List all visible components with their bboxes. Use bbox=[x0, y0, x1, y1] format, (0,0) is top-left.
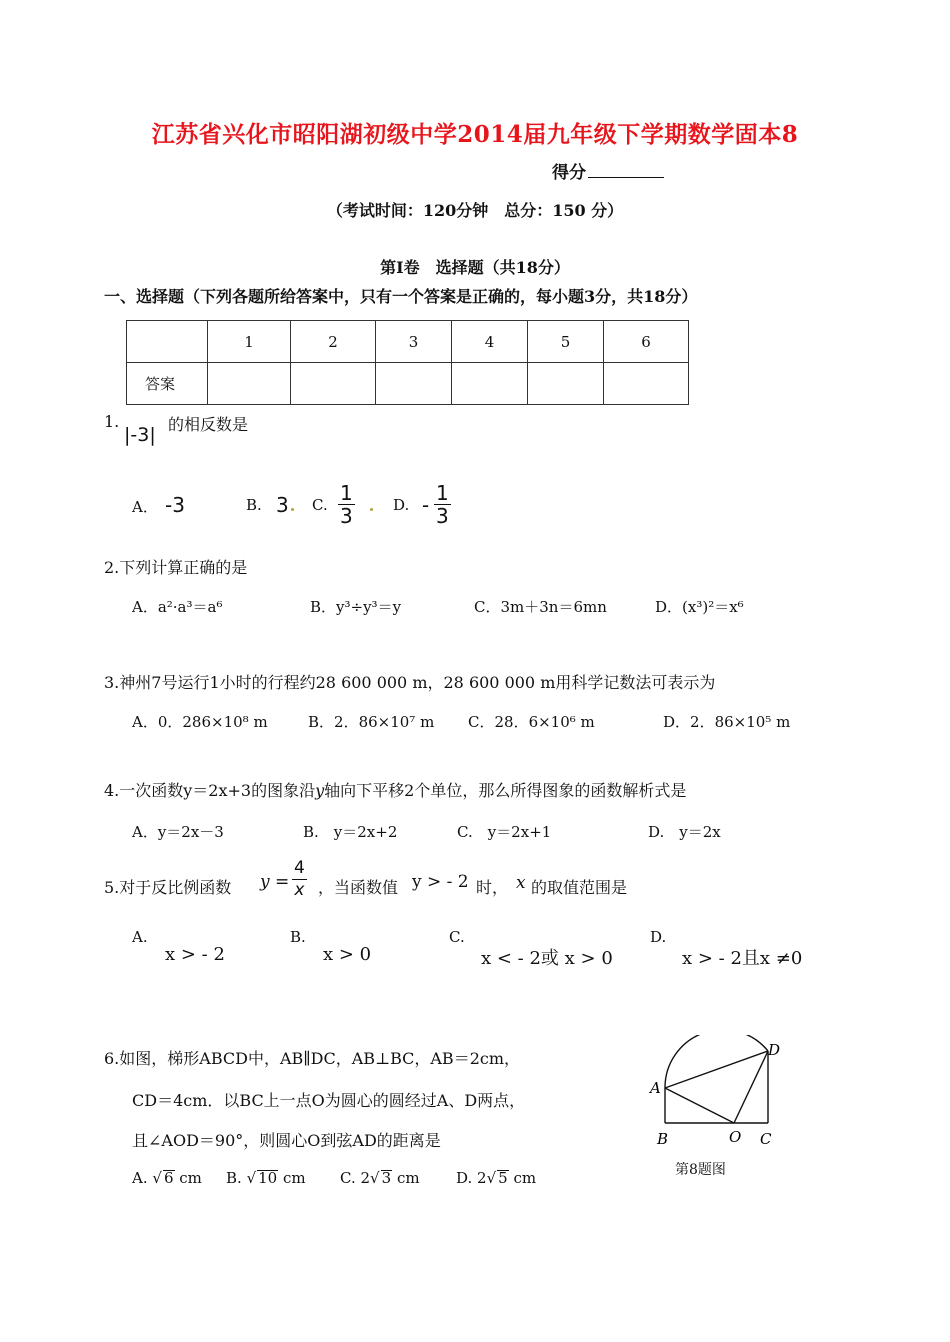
q5-option-b-label: B. bbox=[290, 928, 306, 946]
unit: cm bbox=[179, 1169, 202, 1187]
function-lhs: y = bbox=[260, 872, 290, 892]
option-label: D. bbox=[456, 1169, 473, 1187]
q5-function-fraction bbox=[292, 858, 307, 901]
option-label: B. bbox=[226, 1169, 242, 1187]
page-title: 江苏省兴化市昭阳湖初级中学2014届九年级下学期数学固本8 bbox=[151, 121, 799, 148]
q4-text-pre: 4.一次函数y＝2x+3的图象沿 bbox=[104, 781, 316, 800]
q1-option-c-label: C. bbox=[312, 496, 328, 514]
q1-option-b-label: B. bbox=[246, 496, 262, 514]
q4-option-b: B. y＝2x+2 bbox=[303, 823, 398, 841]
q5-text-pre: 5.对于反比例函数 bbox=[104, 878, 232, 897]
q5-text-mid: ，当函数值 bbox=[318, 878, 399, 897]
q1-option-a-label: A． bbox=[132, 498, 158, 516]
stray-mark bbox=[370, 508, 373, 511]
q3-option-a: A．0．286×10⁸ m bbox=[132, 713, 268, 731]
fraction-numerator: 1 bbox=[436, 481, 449, 505]
sqrt-sign: √ bbox=[152, 1169, 162, 1187]
q4-text bbox=[104, 778, 686, 801]
sqrt-radicand: 10 bbox=[258, 1169, 278, 1187]
table-cell: 2 bbox=[291, 321, 376, 363]
q1-option-d-label: D. bbox=[393, 496, 410, 514]
answer-table bbox=[126, 320, 689, 405]
score-field bbox=[552, 158, 664, 183]
q5-condition: y > - 2 bbox=[412, 872, 469, 892]
sqrt-radicand: 5 bbox=[498, 1169, 508, 1187]
fraction-denominator: 3 bbox=[436, 504, 449, 528]
table-cell bbox=[127, 321, 208, 363]
table-cell: 6 bbox=[604, 321, 689, 363]
q2-option-b: B．y³÷y³＝y bbox=[310, 598, 402, 616]
q1-option-b-value: 3 bbox=[276, 493, 289, 517]
q6-option-b bbox=[226, 1169, 306, 1187]
sqrt-coefficient: 2 bbox=[477, 1169, 487, 1187]
label-b: B bbox=[657, 1130, 669, 1148]
q2-option-d: D．(x³)²＝x⁶ bbox=[655, 598, 744, 616]
answer-table-answer-row bbox=[127, 363, 689, 405]
q1-option-d-sign: - bbox=[422, 493, 430, 517]
q1-number: 1. bbox=[104, 412, 120, 431]
q6-option-c bbox=[340, 1169, 420, 1187]
score-blank bbox=[588, 163, 664, 178]
q1-option-a-value: -3 bbox=[165, 493, 185, 517]
q5-text-mid2: 时， bbox=[476, 878, 509, 897]
fraction-numerator: 4 bbox=[294, 858, 305, 878]
q3-option-d: D．2．86×10⁵ m bbox=[663, 713, 791, 731]
q5-option-a-label: A. bbox=[132, 928, 148, 946]
unit: cm bbox=[283, 1169, 306, 1187]
answer-row-label: 答案 bbox=[127, 363, 208, 405]
q5-option-a-value: x > - 2 bbox=[165, 944, 225, 965]
q5-text-post: 的取值范围是 bbox=[531, 878, 628, 897]
q5-option-c-label: C. bbox=[449, 928, 465, 946]
option-label: A. bbox=[132, 1169, 148, 1187]
q3-text: 3.神州7号运行1小时的行程约28 600 000 m，28 600 000 m用科学记数法可表示为 bbox=[104, 673, 716, 692]
fraction-denominator: 3 bbox=[340, 504, 353, 528]
label-o: O bbox=[729, 1128, 742, 1146]
q1-text: 的相反数是 bbox=[168, 415, 249, 434]
unit: cm bbox=[396, 1169, 420, 1187]
sqrt-coefficient: 2 bbox=[360, 1169, 371, 1187]
label-d: D bbox=[768, 1041, 781, 1059]
table-cell: 1 bbox=[208, 321, 291, 363]
q5-var: x bbox=[516, 873, 526, 893]
q2-option-c: C．3m＋3n＝6mn bbox=[474, 598, 607, 616]
answer-cell[interactable] bbox=[604, 363, 689, 405]
q4-option-a: A．y＝2x－3 bbox=[132, 823, 224, 841]
q2-option-a: A．a²·a³＝a⁶ bbox=[132, 598, 223, 616]
section-title: 第Ⅰ卷 选择题（共18分） bbox=[380, 258, 570, 277]
fraction-denominator: x bbox=[294, 880, 305, 900]
q5-option-b-value: x > 0 bbox=[323, 944, 372, 965]
label-a: A bbox=[650, 1079, 661, 1097]
q5-function-lhs bbox=[260, 872, 289, 892]
answer-cell[interactable] bbox=[376, 363, 452, 405]
q4-text-post: 轴向下平移2个单位，那么所得图象的函数解析式是 bbox=[324, 781, 687, 800]
q4-option-d: D. y＝2x bbox=[648, 823, 721, 841]
trapezoid-figure bbox=[640, 1035, 790, 1155]
q1-expression: |-3| bbox=[124, 424, 156, 446]
q6-line-3: 且∠AOD＝90°，则圆心O到弦AD的距离是 bbox=[132, 1131, 441, 1150]
table-cell: 5 bbox=[528, 321, 604, 363]
q4-var: y bbox=[315, 781, 325, 800]
q2-text: 2.下列计算正确的是 bbox=[104, 558, 248, 577]
q6-line-1: 6.如图，梯形ABCD中，AB∥DC，AB⊥BC，AB＝2cm， bbox=[104, 1049, 521, 1068]
fraction-numerator: 1 bbox=[340, 481, 353, 505]
q6-option-d bbox=[456, 1169, 536, 1187]
sqrt-sign: √ bbox=[370, 1169, 380, 1187]
sqrt-sign: √ bbox=[246, 1169, 257, 1187]
circle-arc bbox=[665, 1035, 768, 1088]
segment-ao bbox=[665, 1088, 734, 1123]
q5-option-d-value: x > - 2且x ≠0 bbox=[682, 948, 803, 969]
sqrt-radicand: 3 bbox=[381, 1169, 392, 1187]
q5-option-c-value: x < - 2或 x > 0 bbox=[481, 948, 613, 969]
q3-option-b: B．2．86×10⁷ m bbox=[308, 713, 435, 731]
q1-option-c-fraction bbox=[338, 482, 355, 527]
q6-option-a bbox=[132, 1169, 202, 1187]
table-cell: 4 bbox=[452, 321, 528, 363]
q1-option-d-fraction bbox=[434, 482, 451, 527]
figure-caption: 第8题图 bbox=[675, 1162, 726, 1178]
score-label: 得分 bbox=[552, 163, 586, 183]
q3-option-c: C．28．6×10⁶ m bbox=[468, 713, 595, 731]
unit: cm bbox=[513, 1169, 537, 1187]
q6-line-2: CD＝4cm．以BC上一点O为圆心的圆经过A、D两点， bbox=[132, 1091, 526, 1110]
part-title: 一、选择题（下列各题所给答案中，只有一个答案是正确的，每小题3分，共18分） bbox=[104, 287, 698, 306]
answer-cell[interactable] bbox=[528, 363, 604, 405]
answer-cell[interactable] bbox=[291, 363, 376, 405]
answer-cell[interactable] bbox=[452, 363, 528, 405]
stray-mark bbox=[291, 508, 294, 511]
q4-option-c: C. y＝2x+1 bbox=[457, 823, 552, 841]
sqrt-radicand: 6 bbox=[163, 1169, 174, 1187]
time-info: （考试时间：120分钟 总分：150 分） bbox=[326, 201, 624, 220]
table-cell: 3 bbox=[376, 321, 452, 363]
option-label: C. bbox=[340, 1169, 356, 1187]
label-c: C bbox=[760, 1130, 772, 1148]
sqrt-sign: √ bbox=[486, 1169, 497, 1187]
q5-option-d-label: D. bbox=[650, 928, 667, 946]
answer-table-header-row bbox=[127, 321, 689, 363]
answer-cell[interactable] bbox=[208, 363, 291, 405]
